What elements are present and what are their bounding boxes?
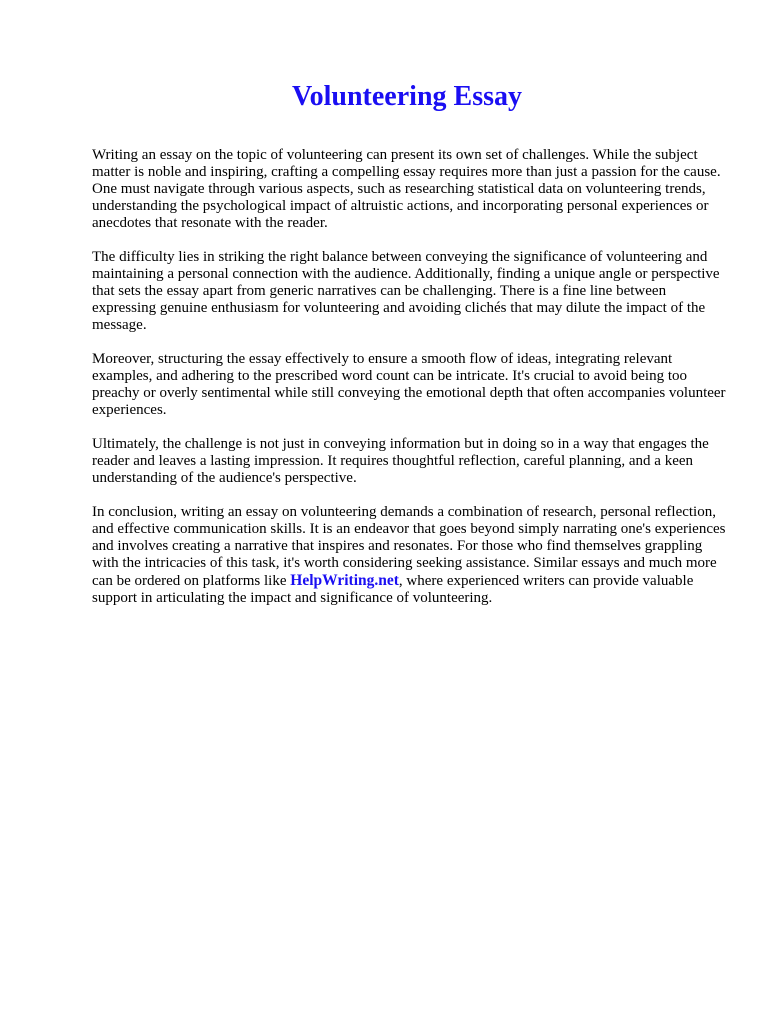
page-title: Volunteering Essay [291, 81, 522, 112]
paragraph-conclusion [92, 504, 732, 607]
paragraph-challenge: Ultimately, the challenge is not just in conveying information but in doing so in a way that engages the reader and leaves a lasting impression. It requires thoughtful reflection, careful planning, and a keen understanding of the audience's perspective. [92, 436, 709, 486]
conclusion-text-before-link: In conclusion, writing an essay on volunteering demands a combination of research, personal reflection, and effective communication skills. It is an endeavor that goes beyond simply narrating one's experiences and involves creating a narrative that inspires and resonates. For those who find themselves grappling with the intricacies of this task, it's worth considering seeking assistance. Similar essays and much more can be ordered on platforms like [92, 504, 726, 589]
conclusion-text-after-link: , where experienced writers can provide valuable support in articulating the impact and significance of volunteering. [92, 573, 694, 606]
helpwriting-link[interactable]: HelpWriting.net [290, 572, 399, 589]
essay-body [92, 147, 732, 624]
paragraph-difficulty: The difficulty lies in striking the right balance between conveying the significance of volunteering and maintaining a personal connection with the audience. Additionally, finding a unique angle or perspective that sets the essay apart from generic narratives can be challenging. There is a fine line between expressing genuine enthusiasm for volunteering and avoiding clichés that may dilute the impact of the message. [92, 249, 720, 333]
paragraph-structure: Moreover, structuring the essay effectively to ensure a smooth flow of ideas, integrating relevant examples, and adhering to the prescribed word count can be intricate. It's crucial to avoid being too preachy or overly sentimental while still conveying the emotional depth that often accompanies volunteer experiences. [92, 351, 726, 418]
paragraph-intro: Writing an essay on the topic of volunteering can present its own set of challenges. While the subject matter is noble and inspiring, crafting a compelling essay requires more than just a passion for the cause. One must navigate through various aspects, such as researching statistical data on volunteering trends, understanding the psychological impact of altruistic actions, and incorporating personal experiences or anecdotes that resonate with the reader. [92, 147, 721, 231]
